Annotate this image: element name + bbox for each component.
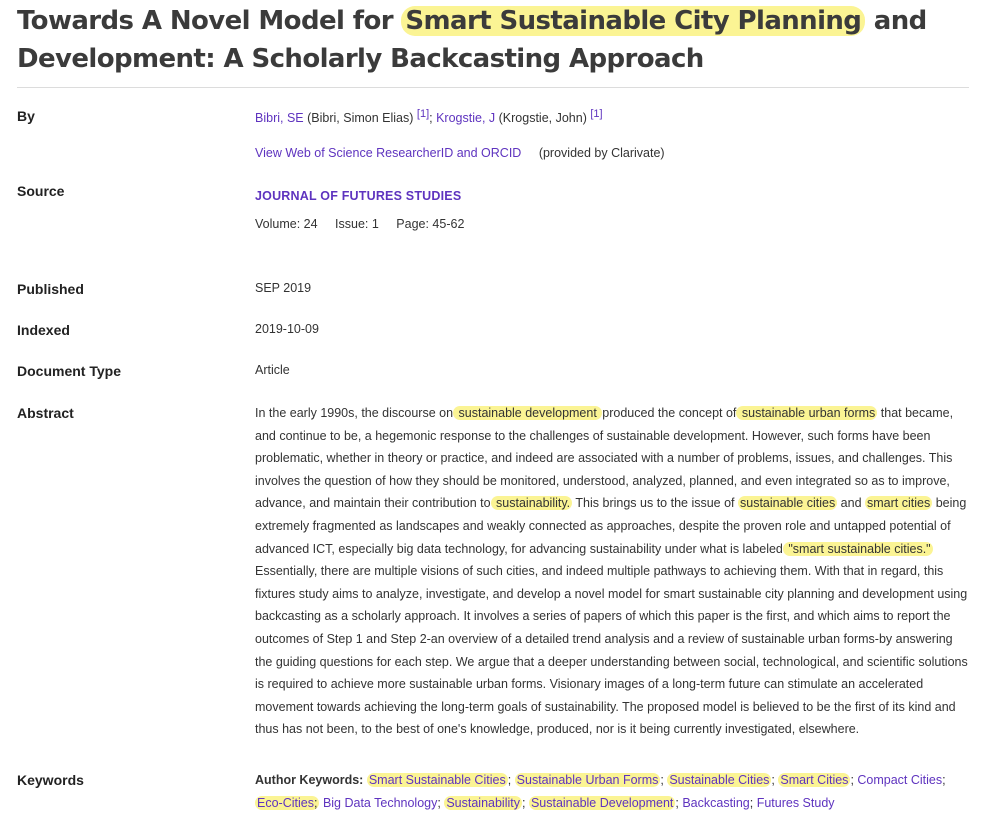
author-link-bibri[interactable]: Bibri, SE: [255, 111, 304, 126]
researcher-line: [255, 146, 665, 160]
keyword-link[interactable]: Eco-Cities: [257, 796, 314, 810]
keyword-link[interactable]: Smart Sustainable Cities: [368, 773, 506, 787]
keyword-link[interactable]: Big Data Technology: [322, 796, 438, 810]
keyword-link[interactable]: Sustainable Urban Forms: [516, 773, 659, 787]
volume: Volume: 24: [255, 217, 318, 231]
indexed-value: 2019-10-09: [255, 322, 319, 336]
document-type-value: Article: [255, 363, 290, 377]
title-part-1: Towards A Novel Model for: [17, 6, 402, 36]
source-label: Source: [17, 183, 65, 199]
abstract-label: Abstract: [17, 405, 74, 421]
author-keywords-heading: Author Keywords:: [255, 773, 364, 787]
abstract-highlight: sustainable cities: [740, 496, 836, 511]
author-full-bibri: (Bibri, Simon Elias): [307, 111, 414, 126]
document-type-label: Document Type: [17, 363, 121, 379]
pages: Page: 45-62: [396, 217, 465, 231]
published-label: Published: [17, 281, 84, 297]
keyword-link[interactable]: Backcasting: [682, 796, 750, 810]
keywords-label: Keywords: [17, 772, 84, 788]
title-divider: [17, 87, 969, 88]
abstract-highlight: sustainability.: [492, 496, 571, 511]
abstract-segment: Essentially, there are multiple visions of such cities, and indeed multiple pathways to achieving them. With that in regard, this fixtures study aims to analyze, investigate, and develop a novel model for smart sustainable city planning and development using backcasting as a scholarly approach. It involves a series of papers of which this paper is the first, and which aims to report the outcomes of Step 1 and Step 2-an overview of a detailed trend analysis and a review of sustainable urban forms-by answering the guiding questions for each step. We argue that a deeper understanding between social, technological, and scientific solutions is required to achieve more sustainable urban forms. Visionary images of a long-term future can stimulate an accelerated movement towards achieving the long-term goals of sustainability. The proposed model is believed to be the first of its kind and thus has not been, to the best of one's knowledge, produced, nor is it being currently investigated, elsewhere.: [255, 564, 968, 737]
keyword-link[interactable]: Compact Cities: [857, 773, 943, 787]
keywords-list: Author Keywords: Smart Sustainable Cities ; Sustainable Urban Forms ; Sustainable Cities ; Smart Cities ; Compact Cities; Eco-Cities; Big Data Technology; Sustainability ; Sustainable Development ; Backcasting; Futures Study: [255, 773, 946, 810]
journal-line: [255, 189, 461, 203]
abstract-segment: produced the concept of: [602, 406, 737, 420]
abstract-highlight: smart cities: [867, 496, 931, 511]
indexed-label: Indexed: [17, 322, 70, 338]
journal-link[interactable]: JOURNAL OF FUTURES STUDIES: [255, 189, 462, 203]
researcher-id-link[interactable]: View Web of Science ResearcherID and ORCID: [255, 146, 522, 160]
abstract-segment: being extremely fragmented as landscapes and weakly connected as approaches, despite the proven role and untapped potential of advanced ICT, especially big data technology, for advancing sustainability under what is labeled: [255, 496, 967, 556]
author-full-krogstie: (Krogstie, John): [498, 111, 587, 126]
abstract-highlight: "smart sustainable cities.": [784, 541, 931, 556]
abstract-highlight: sustainable urban forms: [738, 406, 876, 420]
abstract-text: [255, 402, 971, 741]
page-title: [17, 2, 967, 78]
authors-line: [255, 108, 603, 125]
title-part-2: and Development: A Scholarly Backcasting Approach: [17, 6, 927, 74]
keyword-link[interactable]: Smart Cities: [780, 773, 849, 787]
abstract-segment: In the early 1990s, the discourse on: [255, 406, 454, 420]
author-ref-krogstie[interactable]: [1]: [590, 108, 603, 120]
keyword-link[interactable]: Sustainable Cities: [669, 773, 770, 787]
author-separator: ;: [429, 111, 433, 126]
title-highlight: Smart Sustainable City Planning: [401, 6, 865, 36]
by-label: By: [17, 108, 35, 124]
abstract-highlight: sustainable development: [455, 406, 601, 420]
author-link-krogstie[interactable]: Krogstie, J: [436, 111, 496, 126]
keyword-link[interactable]: Futures Study: [756, 796, 835, 810]
abstract-segment: This brings us to the issue of: [572, 496, 738, 511]
source-details: [255, 217, 464, 231]
abstract-segment: and: [837, 496, 866, 511]
provided-by-note: (provided by Clarivate): [538, 146, 665, 160]
issue: Issue: 1: [335, 217, 379, 231]
abstract-segment: that became, and continue to be, a hegemonic response to the challenges of sustainable development. However, such forms have been problematic, whether in theory or practice, and indeed are associated with a number of problems, issues, and challenges. This involves the question of how they should be monitored, understood, analyzed, planned, and even integrated so as to improve, advance, and maintain their contribution to: [255, 406, 954, 511]
keyword-link[interactable]: Sustainability: [446, 796, 520, 810]
published-value: SEP 2019: [255, 281, 312, 295]
author-ref-bibri[interactable]: [1]: [416, 108, 430, 120]
keyword-link[interactable]: Sustainable Development: [530, 796, 674, 810]
